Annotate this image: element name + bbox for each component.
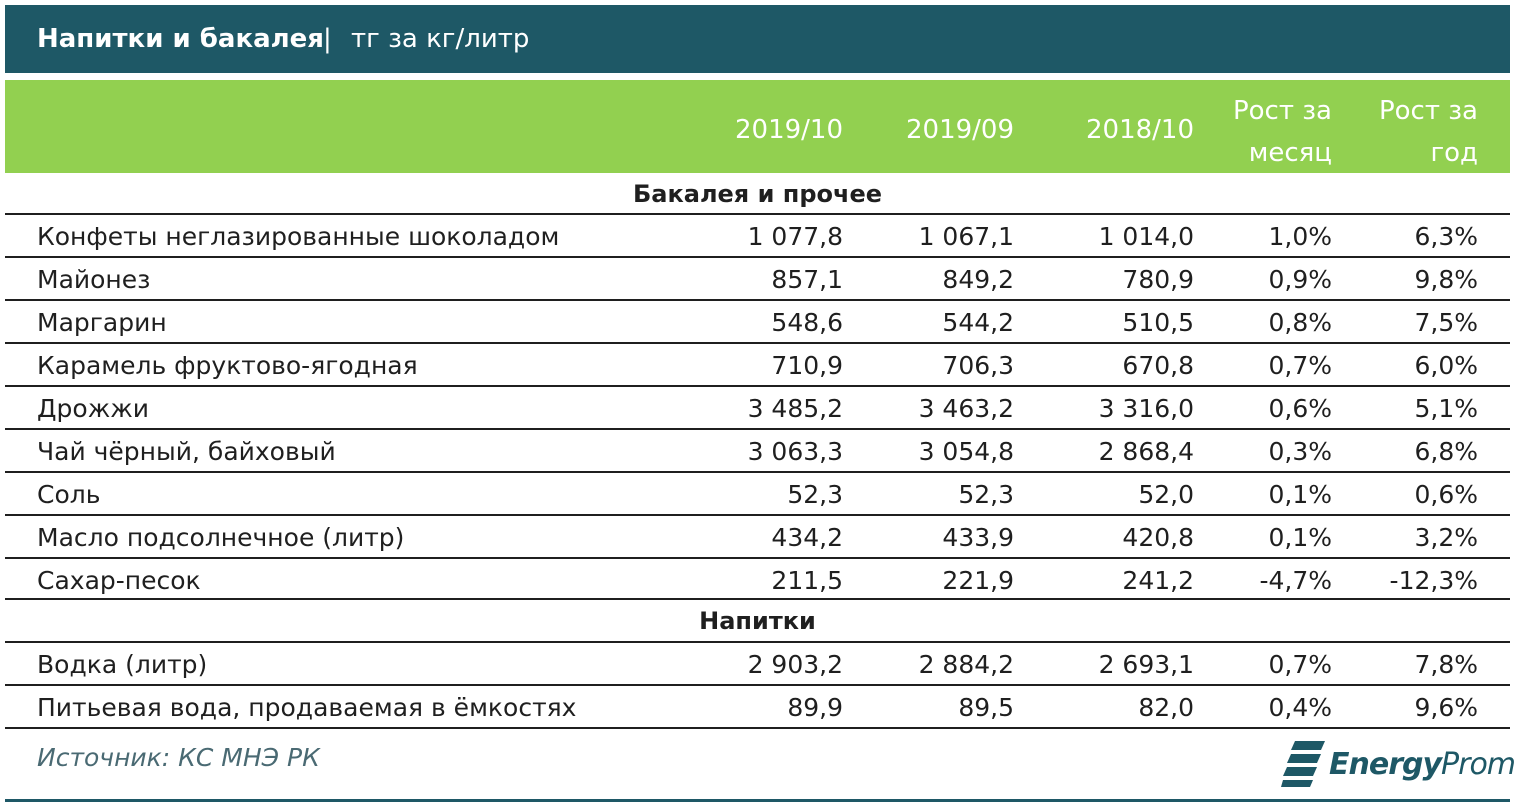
column-header-year-growth-line1: Рост за [1378, 96, 1478, 126]
title-separator: | [323, 24, 332, 54]
cell-2019-09: 849,2 [942, 265, 1014, 294]
cell-2018-10: 510,5 [1122, 308, 1194, 337]
cell-2019-09: 3 054,8 [918, 437, 1014, 466]
row-name: Маргарин [37, 308, 167, 337]
cell-2019-09: 221,9 [942, 566, 1014, 595]
cell-month-growth: -4,7% [1259, 566, 1332, 595]
cell-2019-09: 706,3 [942, 351, 1014, 380]
cell-2019-09: 89,5 [958, 693, 1014, 722]
row-name: Масло подсолнечное (литр) [37, 523, 405, 552]
cell-year-growth: 9,8% [1414, 265, 1478, 294]
source-note: Источник: КС МНЭ РК [37, 743, 320, 772]
cell-2018-10: 3 316,0 [1098, 394, 1194, 423]
row-name: Карамель фруктово-ягодная [37, 351, 418, 380]
cell-2019-09: 433,9 [942, 523, 1014, 552]
cell-year-growth: 5,1% [1414, 394, 1478, 423]
cell-month-growth: 1,0% [1268, 222, 1332, 251]
table-row [5, 428, 1510, 471]
table-row [5, 684, 1510, 727]
cell-2019-10: 1 077,8 [747, 222, 843, 251]
cell-month-growth: 0,7% [1268, 650, 1332, 679]
section-header-groceries: Бакалея и прочее [632, 180, 883, 208]
cell-year-growth: 7,5% [1414, 308, 1478, 337]
cell-2019-10: 857,1 [771, 265, 843, 294]
column-header-2018-10: 2018/10 [1085, 115, 1194, 145]
cell-2018-10: 2 868,4 [1098, 437, 1194, 466]
table-row [5, 557, 1510, 600]
cell-year-growth: 6,3% [1414, 222, 1478, 251]
logo-wordmark-bold: Energy [1329, 747, 1442, 782]
energyprom-logo-icon [1281, 739, 1327, 789]
cell-2019-09: 3 463,2 [918, 394, 1014, 423]
cell-2019-10: 52,3 [787, 480, 843, 509]
cell-2019-10: 3 063,3 [747, 437, 843, 466]
cell-2019-09: 1 067,1 [918, 222, 1014, 251]
cell-month-growth: 0,6% [1268, 394, 1332, 423]
cell-2019-10: 3 485,2 [747, 394, 843, 423]
cell-month-growth: 0,1% [1268, 523, 1332, 552]
cell-2018-10: 82,0 [1138, 693, 1194, 722]
table-row [5, 213, 1510, 256]
row-name: Соль [37, 480, 101, 509]
footer-line [5, 799, 1510, 802]
row-name: Конфеты неглазированные шоколадом [37, 222, 560, 251]
column-header-month-growth-line2: месяц [1248, 138, 1332, 168]
cell-year-growth: 6,8% [1414, 437, 1478, 466]
table-unit: тг за кг/литр [351, 24, 530, 54]
column-header-2019-10: 2019/10 [734, 115, 843, 145]
cell-month-growth: 0,9% [1268, 265, 1332, 294]
cell-year-growth: 7,8% [1414, 650, 1478, 679]
table-row [5, 342, 1510, 385]
cell-2018-10: 241,2 [1122, 566, 1194, 595]
cell-2019-10: 2 903,2 [747, 650, 843, 679]
cell-month-growth: 0,3% [1268, 437, 1332, 466]
row-name: Чай чёрный, байховый [37, 437, 336, 466]
table-title: Напитки и бакалея [37, 24, 325, 54]
table-frame [5, 5, 1515, 802]
cell-2019-10: 710,9 [771, 351, 843, 380]
energyprom-logo [1281, 739, 1515, 791]
title-bar [5, 5, 1510, 73]
section-header-beverages: Напитки [699, 607, 816, 635]
cell-2018-10: 420,8 [1122, 523, 1194, 552]
cell-2018-10: 780,9 [1122, 265, 1194, 294]
cell-2019-10: 434,2 [771, 523, 843, 552]
cell-2018-10: 52,0 [1138, 480, 1194, 509]
table-row [5, 256, 1510, 299]
table-row [5, 471, 1510, 514]
table-row [5, 641, 1510, 684]
cell-year-growth: 6,0% [1414, 351, 1478, 380]
cell-month-growth: 0,1% [1268, 480, 1332, 509]
cell-2018-10: 1 014,0 [1098, 222, 1194, 251]
table-row [5, 514, 1510, 557]
cell-month-growth: 0,4% [1268, 693, 1332, 722]
table-row [5, 299, 1510, 342]
column-header-month-growth-line1: Рост за [1232, 96, 1332, 126]
column-header-year-growth-line2: год [1430, 138, 1478, 168]
row-name: Майонез [37, 265, 151, 294]
cell-year-growth: 3,2% [1414, 523, 1478, 552]
logo-wordmark [1329, 747, 1515, 782]
table-bottom-rule [5, 727, 1510, 729]
row-name: Водка (литр) [37, 650, 208, 679]
row-name: Сахар-песок [37, 566, 201, 595]
column-header-row [5, 80, 1510, 173]
cell-2019-10: 89,9 [787, 693, 843, 722]
table-row [5, 385, 1510, 428]
column-header-month-growth [1233, 90, 1332, 174]
column-header-2019-09: 2019/09 [905, 115, 1014, 145]
cell-2019-10: 548,6 [771, 308, 843, 337]
cell-month-growth: 0,8% [1268, 308, 1332, 337]
cell-2018-10: 670,8 [1122, 351, 1194, 380]
logo-wordmark-light: Prom [1441, 747, 1515, 782]
cell-2019-09: 2 884,2 [918, 650, 1014, 679]
cell-2019-09: 52,3 [958, 480, 1014, 509]
cell-year-growth: 9,6% [1414, 693, 1478, 722]
cell-2019-09: 544,2 [942, 308, 1014, 337]
row-name: Питьевая вода, продаваемая в ёмкостях [37, 693, 577, 722]
cell-2019-10: 211,5 [771, 566, 843, 595]
column-header-year-growth [1379, 90, 1478, 174]
cell-year-growth: -12,3% [1389, 566, 1478, 595]
cell-month-growth: 0,7% [1268, 351, 1332, 380]
cell-2018-10: 2 693,1 [1098, 650, 1194, 679]
cell-year-growth: 0,6% [1414, 480, 1478, 509]
row-name: Дрожжи [37, 394, 149, 423]
